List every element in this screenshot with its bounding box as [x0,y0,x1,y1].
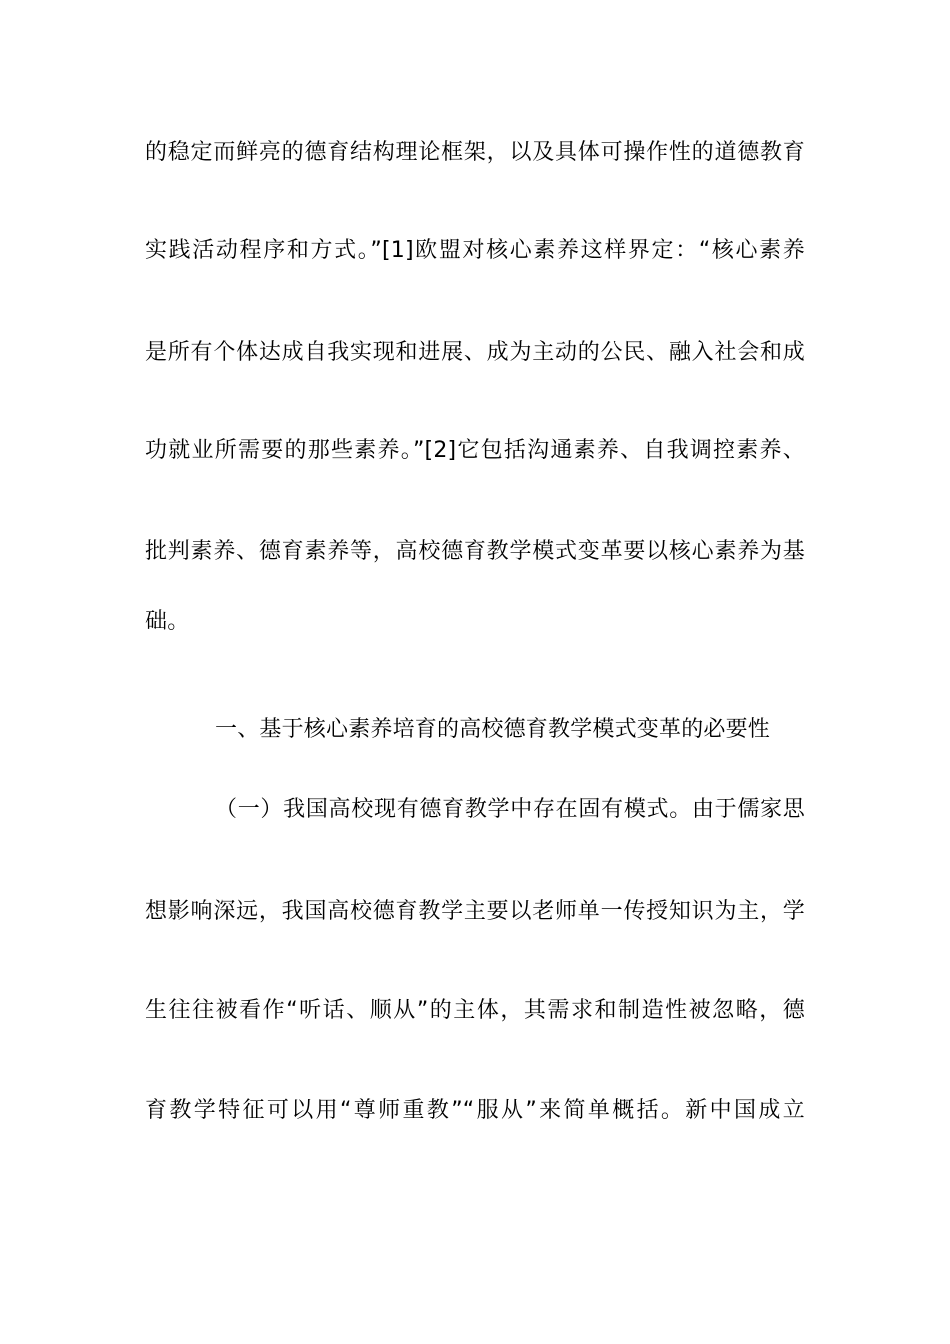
body-line-4: 功就业所需要的那些素养。”[2]它包括沟通素养、自我调控素养、 [145,438,805,463]
subsection-line-1: （一）我国高校现有德育教学中存在固有模式。由于儒家思 [215,797,805,822]
body-line-2: 实践活动程序和方式。”[1]欧盟对核心素养这样界定：“核心素养 [145,238,805,263]
body-line-3: 是所有个体达成自我实现和进展、成为主动的公民、融入社会和成 [145,340,805,365]
subsection-line-2: 想影响深远，我国高校德育教学主要以老师单一传授知识为主，学 [145,899,805,924]
subsection-line-4: 育教学特征可以用“尊师重教”“服从”来简单概括。新中国成立 [145,1098,805,1123]
body-line-5: 批判素养、德育素养等，高校德育教学模式变革要以核心素养为基 [145,539,805,564]
body-line-1: 的稳定而鲜亮的德育结构理论框架，以及具体可操作性的道德教育 [145,140,805,165]
section-heading: 一、基于核心素养培育的高校德育教学模式变革的必要性 [215,717,771,742]
body-line-6: 础。 [145,609,190,634]
subsection-line-3: 生往往被看作“听话、顺从”的主体，其需求和制造性被忽略，德 [145,998,805,1023]
